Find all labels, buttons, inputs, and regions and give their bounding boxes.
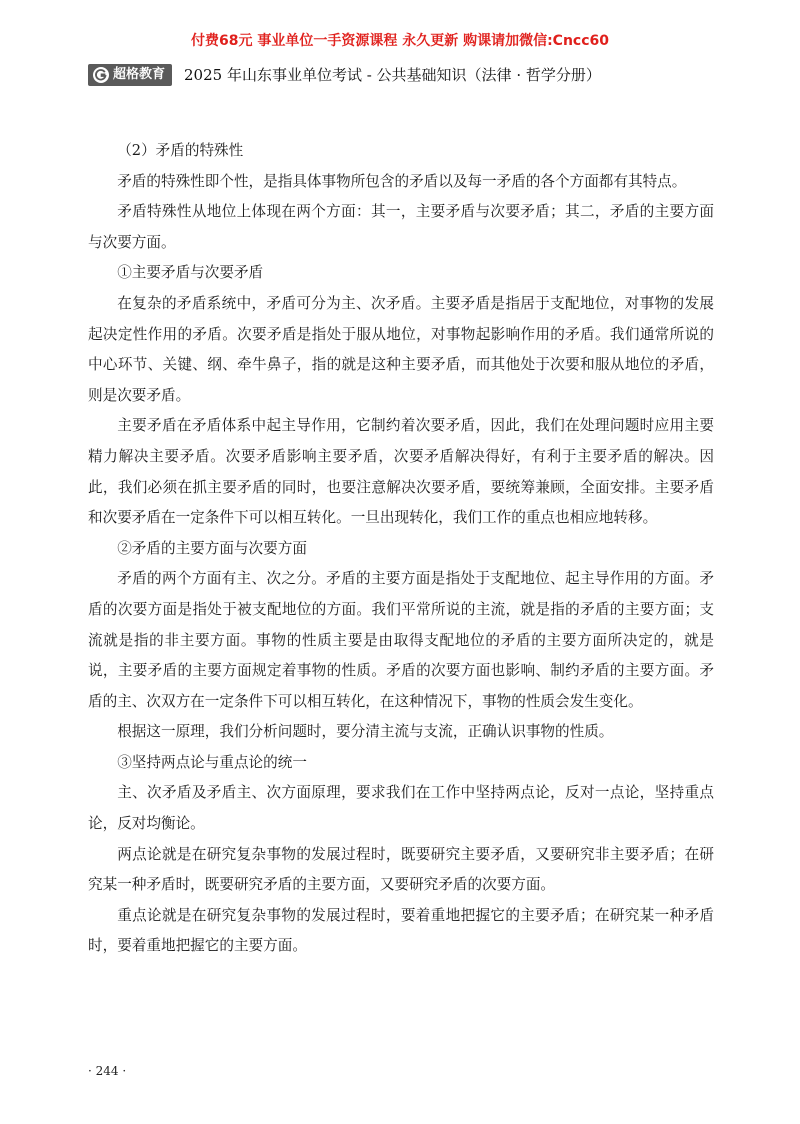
paragraph: 主要矛盾在矛盾体系中起主导作用，它制约着次要矛盾，因此，我们在处理问题时应用主要精力解决主要矛盾。次要矛盾影响主要矛盾，次要矛盾解决得好，有利于主要矛盾的解决。因此，我们必须在抓主要矛盾的同时，也要注意解决次要矛盾，要统筹兼顾，全面安排。主要矛盾和次要矛盾在一定条件下可以相互转化。一旦出现转化，我们工作的重点也相应地转移。 <box>88 417 714 527</box>
paragraph: 矛盾的特殊性即个性，是指具体事物所包含的矛盾以及每一矛盾的各个方面都有其特点。 <box>117 172 687 190</box>
paragraph: 重点论就是在研究复杂事物的发展过程时，要着重地把握它的主要矛盾；在研究某一种矛盾时，要着重地把握它的主要方面。 <box>88 906 714 955</box>
paragraph: 矛盾的两个方面有主、次之分。矛盾的主要方面是指处于支配地位、起主导作用的方面。矛盾的次要方面是指处于被支配地位的方面。我们平常所说的主流，就是指的矛盾的主要方面；支流就是指的非主要方面。事物的性质主要是由取得支配地位的矛盾的主要方面所决定的，就是说，主要矛盾的主要方面规定着事物的性质。矛盾的次要方面也影响、制约矛盾的主要方面。矛盾的主、次双方在一定条件下可以相互转化，在这种情况下，事物的性质会发生变化。 <box>88 570 714 710</box>
body-text <box>88 136 714 962</box>
section-heading: （2）矛盾的特殊性 <box>117 142 244 159</box>
page-header <box>88 64 708 86</box>
header-title: 2025 年山东事业单位考试 - 公共基础知识（法律 · 哲学分册） <box>184 66 601 84</box>
logo-text: 超格教育 <box>113 67 166 82</box>
subsection-heading: ③坚持两点论与重点论的统一 <box>117 753 307 771</box>
paragraph: 主、次矛盾及矛盾主、次方面原理，要求我们在工作中坚持两点论，反对一点论，坚持重点论，反对均衡论。 <box>88 784 714 833</box>
publisher-logo <box>88 64 172 86</box>
subsection-heading: ①主要矛盾与次要矛盾 <box>117 264 264 282</box>
paragraph: 根据这一原理，我们分析问题时，要分清主流与支流，正确认识事物的性质。 <box>117 723 614 741</box>
paragraph: 两点论就是在研究复杂事物的发展过程时，既要研究主要矛盾，又要研究非主要矛盾；在研究某一种矛盾时，既要研究矛盾的主要方面，又要研究矛盾的次要方面。 <box>88 845 714 894</box>
subsection-heading: ②矛盾的主要方面与次要方面 <box>117 539 307 557</box>
logo-g-icon <box>92 66 110 84</box>
paragraph: 在复杂的矛盾系统中，矛盾可分为主、次矛盾。主要矛盾是指居于支配地位，对事物的发展起决定性作用的矛盾。次要矛盾是指处于服从地位，对事物起影响作用的矛盾。我们通常所说的中心环节、关键、纲、牵牛鼻子，指的就是这种主要矛盾，而其他处于次要和服从地位的矛盾，则是次要矛盾。 <box>88 294 714 404</box>
page-number: · 244 · <box>88 1064 127 1078</box>
promo-banner: 付费68元 事业单位一手资源课程 永久更新 购课请加微信:Cncc60 <box>190 33 610 49</box>
paragraph: 矛盾特殊性从地位上体现在两个方面：其一，主要矛盾与次要矛盾；其二，矛盾的主要方面与次要方面。 <box>88 203 714 251</box>
